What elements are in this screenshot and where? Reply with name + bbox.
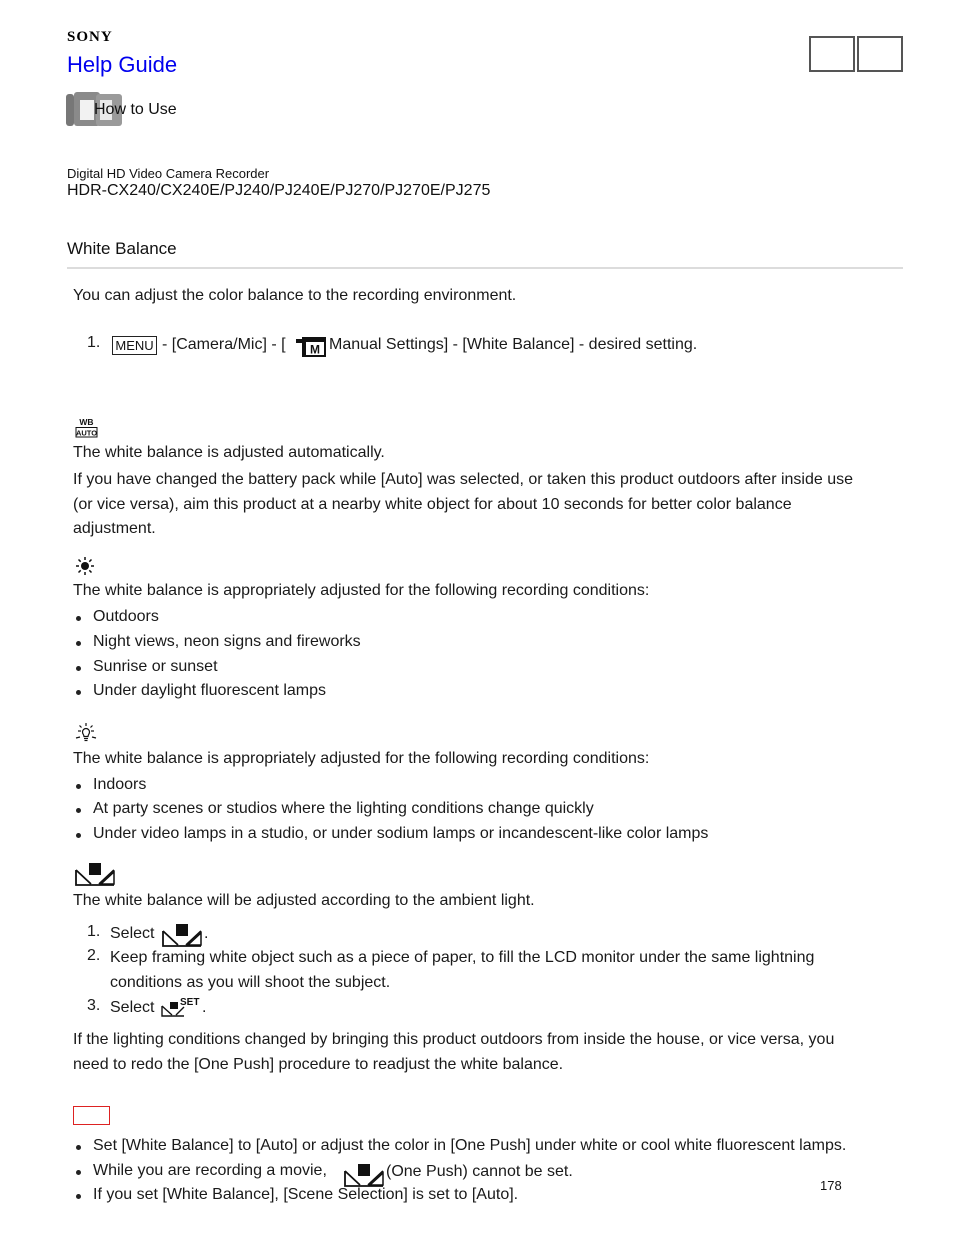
svg-text:M: M: [310, 342, 320, 357]
note-marker: [73, 1106, 110, 1125]
list-item: Set [White Balance] to [Auto] or adjust the color in [One Push] under white or cool white fluorescent lamps.: [93, 1137, 847, 1154]
auto-paragraph-line2: (or vice versa), aim this product at a nearby white object for about 10 seconds for better color balance: [73, 496, 792, 513]
svg-text:AUTO: AUTO: [75, 428, 98, 438]
section-label[interactable]: How to Use: [94, 101, 177, 118]
step-select-text: Select: [110, 999, 155, 1016]
one-push-description: The white balance will be adjusted according to the ambient light.: [73, 892, 535, 909]
list-item: At party scenes or studios where the lighting conditions change quickly: [93, 800, 594, 817]
bulb-icon: [75, 722, 97, 744]
list-item: Outdoors: [93, 608, 159, 625]
step2-line2: conditions as you will shoot the subject.: [110, 974, 391, 991]
step-number: 1.: [87, 923, 101, 940]
nav-box-left[interactable]: [809, 36, 855, 72]
step-period: .: [204, 925, 209, 942]
list-item: Under video lamps in a studio, or under sodium lamps or incandescent-like color lamps: [93, 825, 709, 842]
product-models: HDR-CX240/CX240E/PJ240/PJ240E/PJ270/PJ270E/PJ275: [67, 182, 491, 199]
step-period: .: [202, 999, 207, 1016]
auto-paragraph-line1: If you have changed the battery pack while [Auto] was selected, or taken this product outdoors after inside use: [73, 471, 854, 488]
sun-icon: [75, 556, 95, 576]
one-push-set-icon: [160, 996, 202, 1018]
indoor-description: The white balance is appropriately adjusted for the following recording conditions:: [73, 750, 650, 767]
one-push-paragraph-line1: If the lighting conditions changed by bringing this product outdoors from inside the house, or vice versa, you: [73, 1031, 835, 1048]
set-label: SET: [180, 997, 200, 1008]
step-select-text: Select: [110, 925, 155, 942]
list-item: Night views, neon signs and fireworks: [93, 633, 361, 650]
menu-key-icon: MENU: [112, 336, 157, 355]
one-push-icon: [343, 1163, 385, 1187]
title-divider: [67, 267, 903, 269]
page-number: 178: [820, 1178, 842, 1193]
top-nav-boxes: [809, 36, 903, 72]
step1-text-part1: - [Camera/Mic] - [: [162, 336, 286, 353]
list-item: Under daylight fluorescent lamps: [93, 682, 327, 699]
one-push-icon: [161, 923, 203, 947]
step-number: 1.: [87, 334, 101, 351]
step-number: 2.: [87, 947, 101, 964]
one-push-icon: [74, 862, 116, 886]
note-text-after-icon: (One Push) cannot be set.: [386, 1163, 573, 1180]
intro-text: You can adjust the color balance to the recording environment.: [73, 287, 517, 304]
page-title: White Balance: [67, 239, 177, 258]
auto-description: The white balance is adjusted automatically.: [73, 444, 385, 461]
sony-logo: SONY: [67, 29, 113, 45]
product-subtitle: Digital HD Video Camera Recorder: [67, 166, 270, 181]
step1-text-part2: Manual Settings] - [White Balance] - desired setting.: [329, 336, 698, 353]
nav-box-right[interactable]: [857, 36, 903, 72]
manual-settings-icon: [296, 335, 327, 357]
step-number: 3.: [87, 997, 101, 1014]
list-item: Sunrise or sunset: [93, 658, 218, 675]
list-item: Indoors: [93, 776, 147, 793]
outdoor-description: The white balance is appropriately adjusted for the following recording conditions:: [73, 582, 650, 599]
help-guide-link[interactable]: Help Guide: [67, 52, 178, 77]
svg-text:WB: WB: [79, 417, 94, 427]
one-push-paragraph-line2: need to redo the [One Push] procedure to readjust the white balance.: [73, 1056, 564, 1073]
step2-line1: Keep framing white object such as a piece of paper, to fill the LCD monitor under the same lightning: [110, 949, 815, 966]
auto-paragraph-line3: adjustment.: [73, 520, 156, 537]
list-item: If you set [White Balance], [Scene Selection] is set to [Auto].: [93, 1186, 519, 1203]
wb-auto-icon: [75, 417, 98, 438]
list-item: While you are recording a movie,: [93, 1162, 327, 1179]
